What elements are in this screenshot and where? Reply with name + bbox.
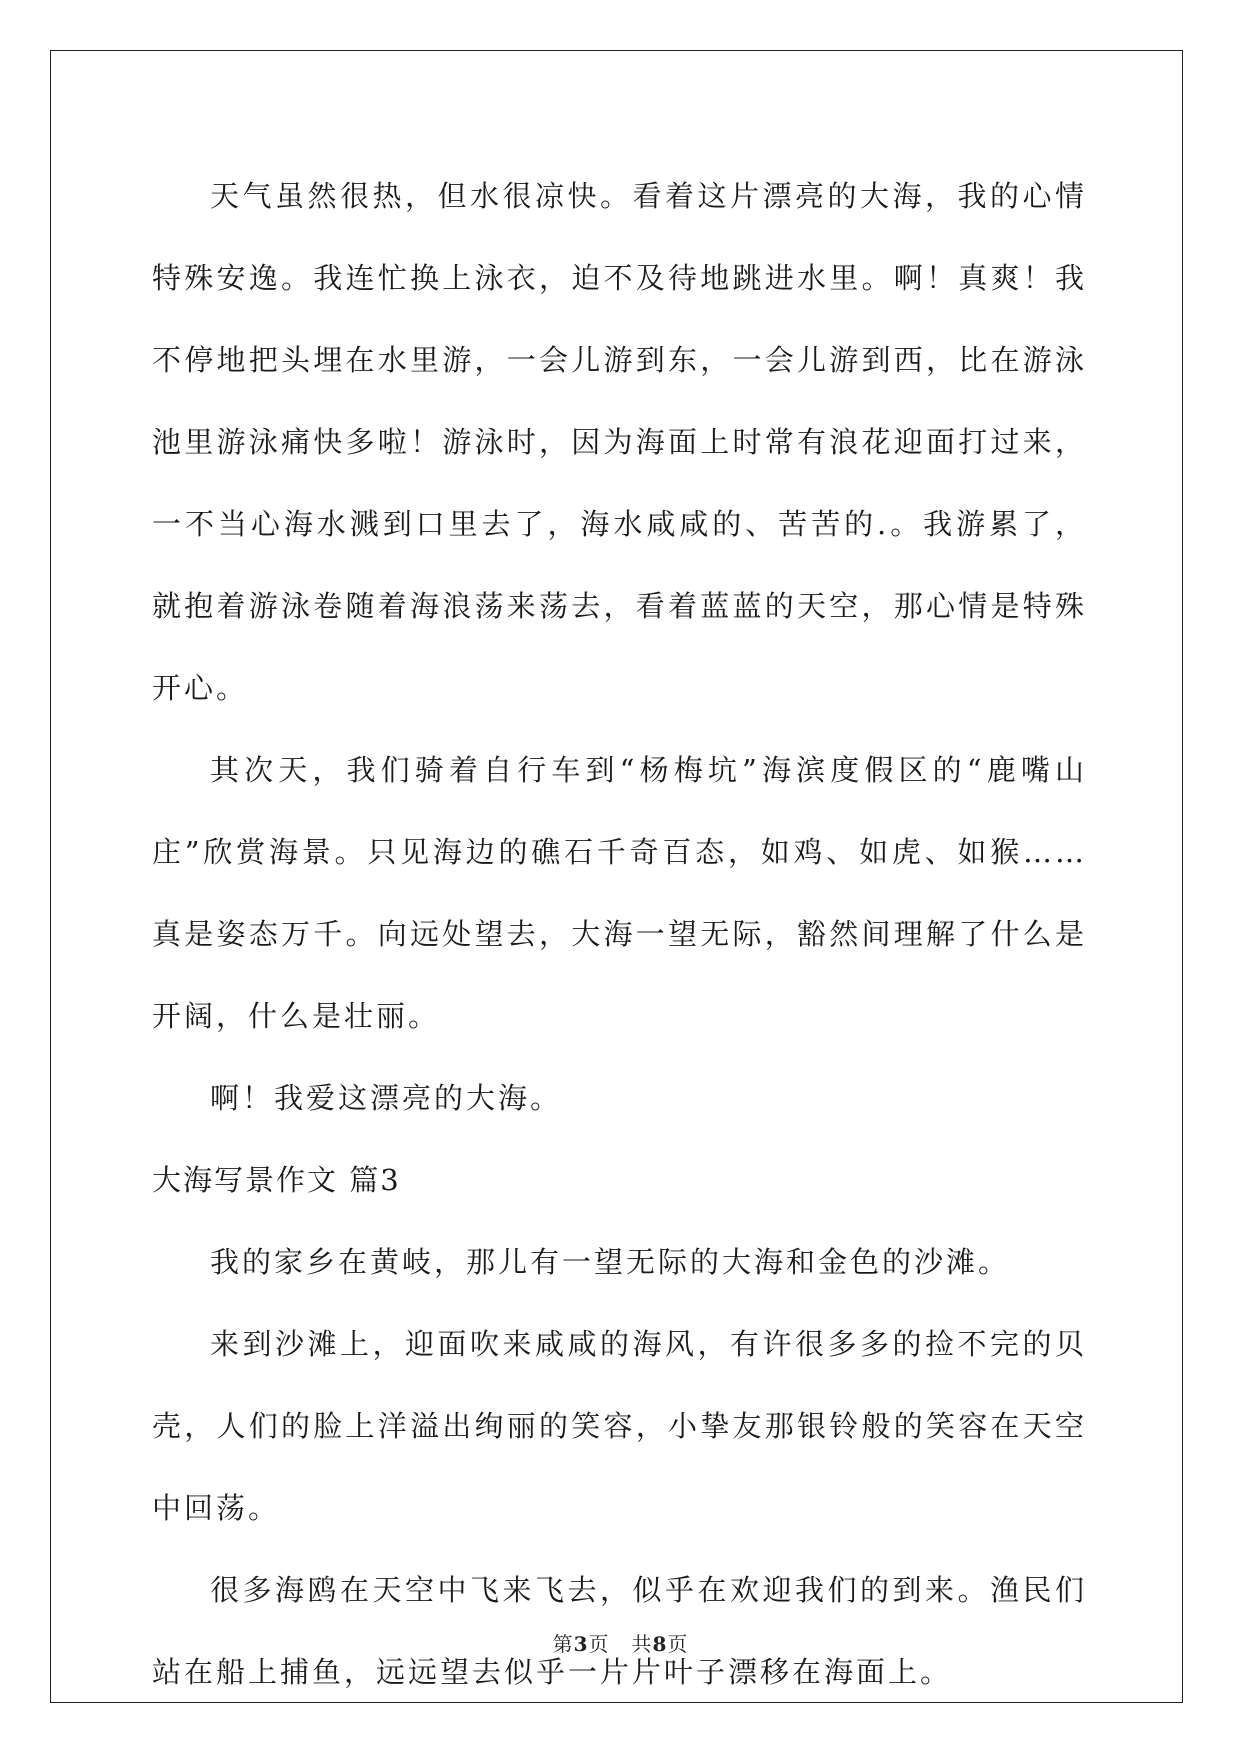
- footer-total-prefix: 共: [631, 1632, 653, 1656]
- paragraph-second-day: 其次天，我们骑着自行车到“杨梅坑”海滨度假区的“鹿嘴山庄”欣赏海景。只见海边的礁石千奇百态，如鸡、如虎、如猴……真是姿态万千。向远处望去，大海一望无际，豁然间理解了什么是开阔，什么是壮丽。: [152, 753, 1087, 1033]
- document-body: [152, 155, 1087, 1713]
- paragraph-swimming: 天气虽然很热，但水很凉快。看着这片漂亮的大海，我的心情特殊安逸。我连忙换上泳衣，迫不及待地跳进水里。啊！真爽！我不停地把头埋在水里游，一会儿游到东，一会儿游到西，比在游泳池里游泳痛快多啦！游泳时，因为海面上时常有浪花迎面打过来，一不当心海水溅到口里去了，海水咸咸的、苦苦的.。我游累了，就抱着游泳卷随着海浪荡来荡去，看着蓝蓝的天空，那心情是特殊开心。: [152, 179, 1087, 705]
- page-footer: [0, 1628, 1241, 1657]
- paragraph-beach: 来到沙滩上，迎面吹来咸咸的海风，有许很多多的捡不完的贝壳，人们的脸上洋溢出绚丽的笑容，小挚友那银铃般的笑容在天空中回荡。: [152, 1327, 1087, 1525]
- paragraph-love-sea: 啊！我爱这漂亮的大海。: [210, 1081, 563, 1115]
- paragraph-seagulls: 很多海鸥在天空中飞来飞去，似乎在欢迎我们的到来。渔民们站在船上捕鱼，远远望去似乎一片片叶子漂移在海面上。: [152, 1573, 1087, 1689]
- paragraph-hometown: 我的家乡在黄岐，那儿有一望无际的大海和金色的沙滩。: [210, 1245, 1011, 1279]
- footer-page-unit: 页: [588, 1632, 610, 1656]
- footer-total-pages: 8: [652, 1632, 668, 1656]
- section-heading: 大海写景作文 篇3: [152, 1163, 401, 1197]
- footer-prefix: 第: [552, 1632, 574, 1656]
- footer-total-unit: 页: [667, 1632, 689, 1656]
- footer-current-page: 3: [573, 1632, 589, 1656]
